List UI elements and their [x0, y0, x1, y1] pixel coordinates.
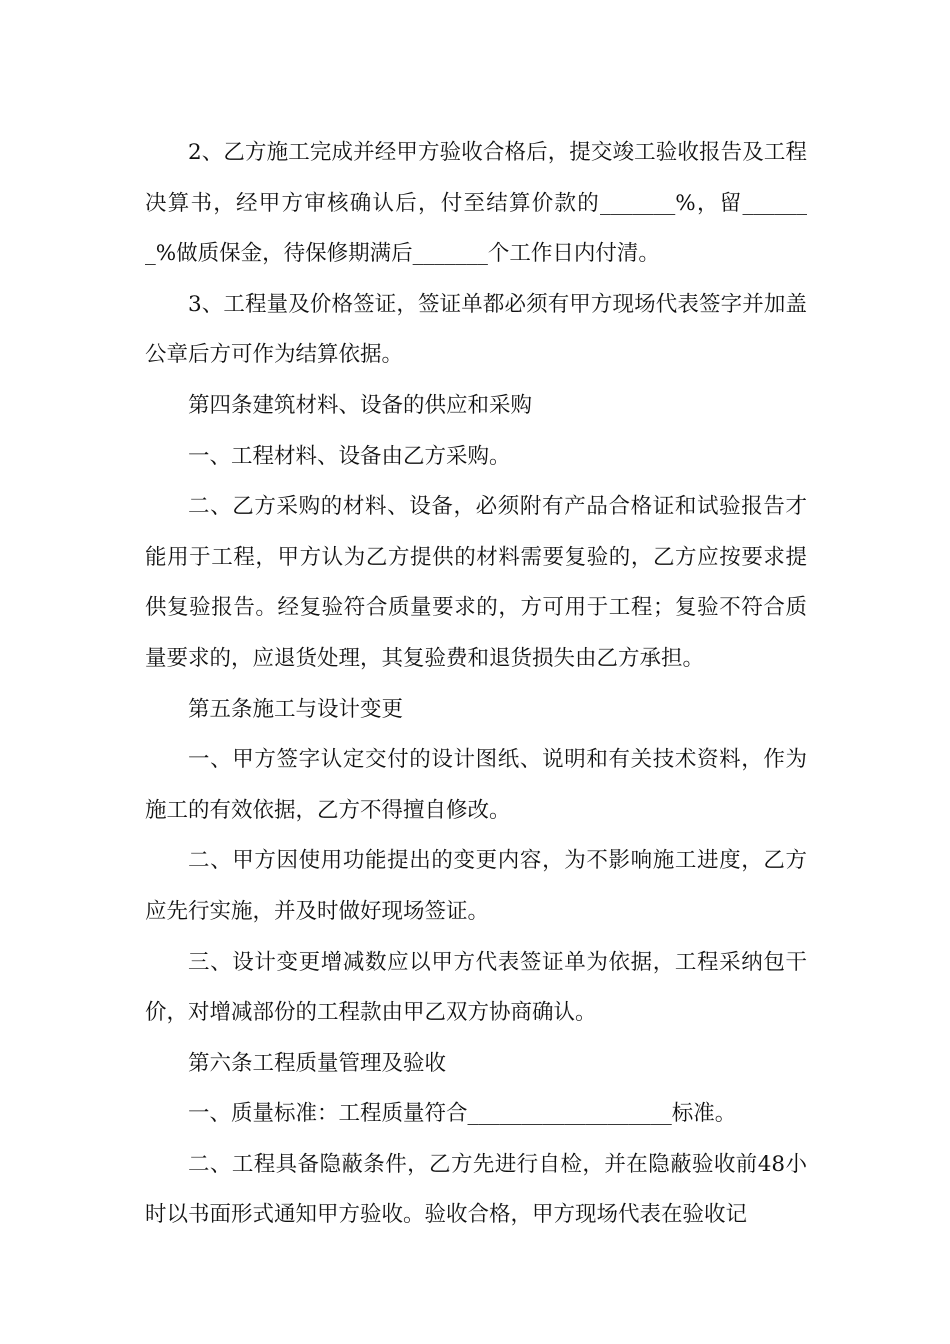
paragraph-change-content: 二、甲方因使用功能提出的变更内容，为不影响施工进度，乙方应先行实施，并及时做好现场签证。: [145, 848, 807, 924]
document-page: [145, 128, 807, 1241]
section-heading-article-5: 第五条施工与设计变更: [188, 696, 404, 722]
paragraph-settlement-payment: 2、乙方施工完成并经甲方验收合格后，提交竣工验收报告及工程决算书，经甲方审核确认后，付至结算价款的_______%，留_______%做质保金，待保修期满后_______个工作日内付清。: [145, 140, 807, 267]
paragraph-quality-standard: 一、质量标准：工程质量符合___________________标准。: [188, 1101, 737, 1127]
paragraph-design-change-amount: 三、设计变更增减数应以甲方代表签证单为依据，工程采纳包干价，对增减部份的工程款由甲乙双方协商确认。: [145, 949, 807, 1026]
paragraph-design-drawings: 一、甲方签字认定交付的设计图纸、说明和有关技术资料，作为施工的有效依据，乙方不得擅自修改。: [145, 747, 807, 823]
paragraph-material-purchase: 一、工程材料、设备由乙方采购。: [188, 443, 511, 469]
section-heading-article-4: 第四条建筑材料、设备的供应和采购: [188, 392, 533, 418]
paragraph-concealed-inspection: 二、工程具备隐蔽条件，乙方先进行自检，并在隐蔽验收前48小时以书面形式通知甲方验收。验收合格，甲方现场代表在验收记: [145, 1151, 807, 1228]
section-heading-article-6: 第六条工程质量管理及验收: [188, 1050, 447, 1076]
paragraph-quantity-visa: 3、工程量及价格签证，签证单都必须有甲方现场代表签字并加盖公章后方可作为结算依据。: [145, 291, 807, 368]
paragraph-material-certificate: 二、乙方采购的材料、设备，必须附有产品合格证和试验报告才能用于工程，甲方认为乙方提供的材料需要复验的，乙方应按要求提供复验报告。经复验符合质量要求的，方可用于工程；复验不符合质量要求的，应退货处理，其复验费和退货损失由乙方承担。: [145, 494, 807, 671]
